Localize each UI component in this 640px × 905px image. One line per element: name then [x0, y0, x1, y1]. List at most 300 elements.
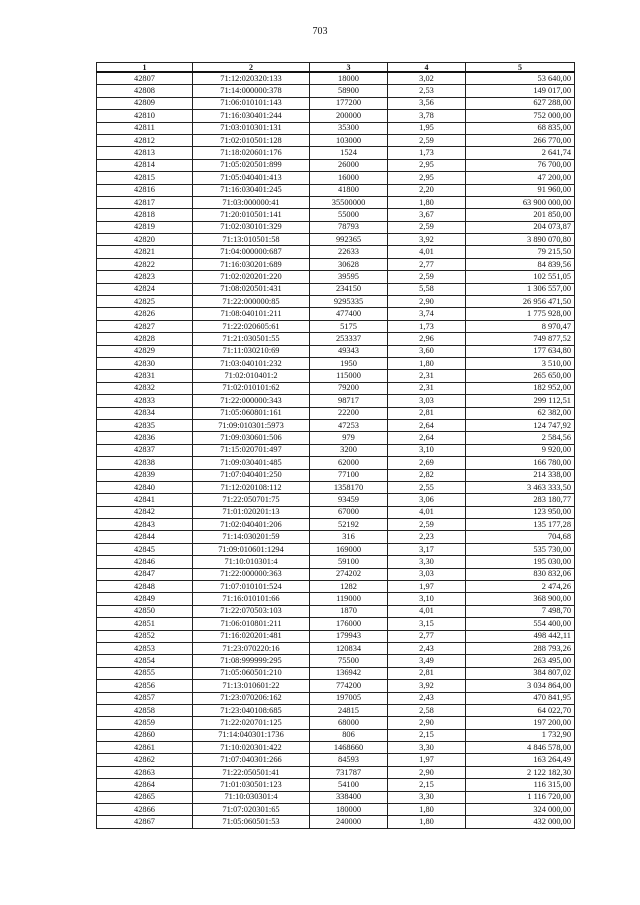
table-cell: 4 846 578,00: [466, 742, 575, 754]
table-cell: 176000: [310, 618, 388, 630]
table-row: [97, 642, 575, 654]
table-cell: 2,77: [388, 630, 466, 642]
table-cell: 9 920,00: [466, 444, 575, 456]
table-cell: 1468660: [310, 742, 388, 754]
table-cell: 71:13:010501:58: [193, 234, 310, 246]
table-cell: 4,01: [388, 246, 466, 258]
table-cell: 2,90: [388, 766, 466, 778]
table-cell: 1,80: [388, 816, 466, 828]
table-cell: 42850: [97, 605, 193, 617]
table-cell: 2,55: [388, 481, 466, 493]
table-row: [97, 345, 575, 357]
table-cell: 71:08:040101:211: [193, 308, 310, 320]
table-cell: 39595: [310, 271, 388, 283]
table-cell: 71:09:010601:1294: [193, 543, 310, 555]
table-cell: 3 890 070,80: [466, 234, 575, 246]
table-cell: 71:20:010501:141: [193, 209, 310, 221]
table-cell: 35500000: [310, 196, 388, 208]
table-cell: 42808: [97, 85, 193, 97]
table-cell: 149 017,00: [466, 85, 575, 97]
table-cell: 42812: [97, 134, 193, 146]
table-cell: 195 030,00: [466, 556, 575, 568]
table-cell: 53 640,00: [466, 72, 575, 85]
table-cell: 71:23:070220:16: [193, 642, 310, 654]
table-cell: 253337: [310, 333, 388, 345]
table-cell: 214 338,00: [466, 469, 575, 481]
table-cell: 93459: [310, 494, 388, 506]
table-cell: 42858: [97, 704, 193, 716]
table-cell: 71:01:020201:13: [193, 506, 310, 518]
table-row: [97, 184, 575, 196]
table-cell: 42814: [97, 159, 193, 171]
table-cell: 3,92: [388, 234, 466, 246]
table-row: [97, 506, 575, 518]
table-cell: 177 634,80: [466, 345, 575, 357]
table-cell: 704,68: [466, 531, 575, 543]
table-row: [97, 395, 575, 407]
table-row: [97, 432, 575, 444]
table-row: [97, 543, 575, 555]
table-row: [97, 97, 575, 109]
column-header-5: 5: [466, 63, 575, 73]
table-cell: 42840: [97, 481, 193, 493]
table-row: [97, 308, 575, 320]
table-cell: 42864: [97, 779, 193, 791]
table-cell: 2,59: [388, 221, 466, 233]
table-cell: 71:16:030201:689: [193, 258, 310, 270]
table-row: [97, 531, 575, 543]
table-cell: 71:22:050501:41: [193, 766, 310, 778]
table-row: [97, 122, 575, 134]
table-row: [97, 382, 575, 394]
table-cell: 24815: [310, 704, 388, 716]
table-cell: 1,97: [388, 581, 466, 593]
table-row: [97, 159, 575, 171]
table-cell: 234150: [310, 283, 388, 295]
table-row: [97, 754, 575, 766]
table-cell: 52192: [310, 519, 388, 531]
table-cell: 75500: [310, 655, 388, 667]
table-cell: 2,64: [388, 432, 466, 444]
table-cell: 78793: [310, 221, 388, 233]
table-cell: 42844: [97, 531, 193, 543]
table-cell: 54100: [310, 779, 388, 791]
table-cell: 2,31: [388, 382, 466, 394]
table-row: [97, 271, 575, 283]
table-cell: 1,73: [388, 147, 466, 159]
table-cell: 180000: [310, 804, 388, 816]
table-cell: 2,90: [388, 717, 466, 729]
table-cell: 71:12:020320:133: [193, 72, 310, 85]
table-cell: 71:10:020301:422: [193, 742, 310, 754]
table-cell: 71:22:020701:125: [193, 717, 310, 729]
table-cell: 5175: [310, 320, 388, 332]
table-cell: 42853: [97, 642, 193, 654]
table-cell: 42862: [97, 754, 193, 766]
table-cell: 124 747,92: [466, 419, 575, 431]
table-row: [97, 568, 575, 580]
table-cell: 2,82: [388, 469, 466, 481]
table-cell: 71:01:030501:123: [193, 779, 310, 791]
table-cell: 84 839,56: [466, 258, 575, 270]
table-cell: 71:22:000000:363: [193, 568, 310, 580]
table-row: [97, 370, 575, 382]
table-cell: 71:07:010101:524: [193, 581, 310, 593]
table-cell: 49343: [310, 345, 388, 357]
table-cell: 42835: [97, 419, 193, 431]
table-cell: 42860: [97, 729, 193, 741]
table-row: [97, 630, 575, 642]
table-cell: 77100: [310, 469, 388, 481]
table-cell: 2,20: [388, 184, 466, 196]
table-cell: 3 510,00: [466, 357, 575, 369]
table-row: [97, 221, 575, 233]
table-row: [97, 804, 575, 816]
table-cell: 1,80: [388, 196, 466, 208]
table-cell: 63 900 000,00: [466, 196, 575, 208]
table-cell: 3,60: [388, 345, 466, 357]
table-cell: 42856: [97, 680, 193, 692]
data-table: [96, 62, 575, 829]
table-cell: 71:09:030601:506: [193, 432, 310, 444]
table-cell: 71:10:030301:4: [193, 791, 310, 803]
table-row: [97, 494, 575, 506]
table-row: [97, 766, 575, 778]
table-row: [97, 296, 575, 308]
table-cell: 316: [310, 531, 388, 543]
table-cell: 3,30: [388, 742, 466, 754]
table-cell: 200000: [310, 110, 388, 122]
table-row: [97, 172, 575, 184]
table-cell: 71:23:040108:685: [193, 704, 310, 716]
table-cell: 42847: [97, 568, 193, 580]
table-cell: 3,30: [388, 556, 466, 568]
table-cell: 71:08:999999:295: [193, 655, 310, 667]
table-cell: 1,80: [388, 357, 466, 369]
table-cell: 3,06: [388, 494, 466, 506]
table-cell: 3,03: [388, 395, 466, 407]
table-cell: 71:10:010301:4: [193, 556, 310, 568]
table-cell: 3,49: [388, 655, 466, 667]
table-cell: 749 877,52: [466, 333, 575, 345]
table-cell: 26000: [310, 159, 388, 171]
table-cell: 123 950,00: [466, 506, 575, 518]
table-row: [97, 357, 575, 369]
table-cell: 752 000,00: [466, 110, 575, 122]
table-row: [97, 196, 575, 208]
table-cell: 55000: [310, 209, 388, 221]
table-row: [97, 134, 575, 146]
table-cell: 2,23: [388, 531, 466, 543]
table-cell: 197 200,00: [466, 717, 575, 729]
table-row: [97, 605, 575, 617]
table-cell: 338400: [310, 791, 388, 803]
page-number: 703: [312, 26, 328, 37]
table-cell: 2,95: [388, 159, 466, 171]
table-cell: 2,96: [388, 333, 466, 345]
table-row: [97, 729, 575, 741]
table-cell: 103000: [310, 134, 388, 146]
table-cell: 71:05:040401:413: [193, 172, 310, 184]
table-cell: 9295335: [310, 296, 388, 308]
table-cell: 115000: [310, 370, 388, 382]
table-cell: 71:03:010301:131: [193, 122, 310, 134]
table-cell: 42827: [97, 320, 193, 332]
table-cell: 71:02:030101:329: [193, 221, 310, 233]
table-cell: 535 730,00: [466, 543, 575, 555]
table-cell: 42855: [97, 667, 193, 679]
table-cell: 22633: [310, 246, 388, 258]
table-cell: 42838: [97, 457, 193, 469]
table-cell: 71:22:070503:103: [193, 605, 310, 617]
table-row: [97, 419, 575, 431]
table-cell: 42851: [97, 618, 193, 630]
table-cell: 42833: [97, 395, 193, 407]
table-cell: 42841: [97, 494, 193, 506]
table-cell: 163 264,49: [466, 754, 575, 766]
table-cell: 299 112,51: [466, 395, 575, 407]
table-row: [97, 283, 575, 295]
table-cell: 42859: [97, 717, 193, 729]
table-cell: 71:14:000000:378: [193, 85, 310, 97]
table-cell: 71:03:000000:41: [193, 196, 310, 208]
table-cell: 47 200,00: [466, 172, 575, 184]
table-cell: 177200: [310, 97, 388, 109]
table-cell: 1,73: [388, 320, 466, 332]
table-cell: 42821: [97, 246, 193, 258]
table-cell: 62000: [310, 457, 388, 469]
table-cell: 992365: [310, 234, 388, 246]
table-row: [97, 72, 575, 85]
table-cell: 7 498,70: [466, 605, 575, 617]
table-cell: 42839: [97, 469, 193, 481]
table-row: [97, 85, 575, 97]
table-cell: 42857: [97, 692, 193, 704]
table-row: [97, 667, 575, 679]
table-cell: 42818: [97, 209, 193, 221]
table-cell: 384 807,02: [466, 667, 575, 679]
table-cell: 2,31: [388, 370, 466, 382]
table-cell: 91 960,00: [466, 184, 575, 196]
table-cell: 42817: [97, 196, 193, 208]
column-header-2: 2: [193, 63, 310, 73]
table-cell: 71:13:010601:22: [193, 680, 310, 692]
table-cell: 1524: [310, 147, 388, 159]
table-cell: 47253: [310, 419, 388, 431]
table-cell: 4,01: [388, 506, 466, 518]
table-cell: 71:18:020601:176: [193, 147, 310, 159]
table-row: [97, 791, 575, 803]
table-cell: 71:05:060501:53: [193, 816, 310, 828]
table-cell: 71:05:020501:899: [193, 159, 310, 171]
header-row: [97, 63, 575, 73]
table-cell: 67000: [310, 506, 388, 518]
table-cell: 71:02:020201:220: [193, 271, 310, 283]
table-row: [97, 209, 575, 221]
table-cell: 42832: [97, 382, 193, 394]
table-cell: 2,59: [388, 519, 466, 531]
table-cell: 68000: [310, 717, 388, 729]
table-cell: 71:16:020201:481: [193, 630, 310, 642]
table-cell: 41800: [310, 184, 388, 196]
table-row: [97, 581, 575, 593]
table-cell: 62 382,00: [466, 407, 575, 419]
table-cell: 116 315,00: [466, 779, 575, 791]
table-cell: 42822: [97, 258, 193, 270]
table-cell: 2,77: [388, 258, 466, 270]
table-cell: 179943: [310, 630, 388, 642]
table-cell: 806: [310, 729, 388, 741]
table-cell: 42824: [97, 283, 193, 295]
table-cell: 432 000,00: [466, 816, 575, 828]
table-cell: 119000: [310, 593, 388, 605]
table-cell: 22200: [310, 407, 388, 419]
table-cell: 71:07:040301:266: [193, 754, 310, 766]
table-cell: 71:06:010101:143: [193, 97, 310, 109]
table-cell: 26 956 471,50: [466, 296, 575, 308]
table-cell: 42848: [97, 581, 193, 593]
column-header-1: 1: [97, 63, 193, 73]
table-row: [97, 717, 575, 729]
table-cell: 2,15: [388, 779, 466, 791]
table-cell: 731787: [310, 766, 388, 778]
table-cell: 68 835,00: [466, 122, 575, 134]
table-cell: 42826: [97, 308, 193, 320]
table-cell: 2,43: [388, 692, 466, 704]
table-cell: 71:16:030401:245: [193, 184, 310, 196]
table-cell: 1 116 720,00: [466, 791, 575, 803]
table-cell: 182 952,00: [466, 382, 575, 394]
table-cell: 3,30: [388, 791, 466, 803]
table-cell: 71:02:040401:206: [193, 519, 310, 531]
table-cell: 470 841,95: [466, 692, 575, 704]
table-cell: 368 900,00: [466, 593, 575, 605]
table-cell: 1,97: [388, 754, 466, 766]
table-cell: 42863: [97, 766, 193, 778]
table-cell: 64 022,70: [466, 704, 575, 716]
table-cell: 42843: [97, 519, 193, 531]
table-cell: 71:16:010101:66: [193, 593, 310, 605]
table-cell: 71:22:000000:85: [193, 296, 310, 308]
table-cell: 30628: [310, 258, 388, 270]
table-cell: 4,01: [388, 605, 466, 617]
table-cell: 1358170: [310, 481, 388, 493]
table-cell: 2,95: [388, 172, 466, 184]
table-cell: 166 780,00: [466, 457, 575, 469]
table-cell: 71:05:060801:161: [193, 407, 310, 419]
table-cell: 71:02:010501:128: [193, 134, 310, 146]
table-cell: 71:23:070206:162: [193, 692, 310, 704]
table-cell: 2,43: [388, 642, 466, 654]
table-cell: 42846: [97, 556, 193, 568]
table-cell: 3,02: [388, 72, 466, 85]
table-row: [97, 110, 575, 122]
table-cell: 204 073,87: [466, 221, 575, 233]
table-cell: 71:08:020501:431: [193, 283, 310, 295]
table-row: [97, 519, 575, 531]
table-cell: 42842: [97, 506, 193, 518]
table-cell: 84593: [310, 754, 388, 766]
table-cell: 324 000,00: [466, 804, 575, 816]
table-cell: 3,15: [388, 618, 466, 630]
table-row: [97, 469, 575, 481]
column-header-4: 4: [388, 63, 466, 73]
table-cell: 3,56: [388, 97, 466, 109]
table-cell: 35300: [310, 122, 388, 134]
table-cell: 102 551,05: [466, 271, 575, 283]
table-cell: 42866: [97, 804, 193, 816]
table-cell: 71:07:020301:65: [193, 804, 310, 816]
table-cell: 627 288,00: [466, 97, 575, 109]
table-cell: 2 474,26: [466, 581, 575, 593]
table-cell: 42830: [97, 357, 193, 369]
table-cell: 42854: [97, 655, 193, 667]
table-cell: 79200: [310, 382, 388, 394]
table-cell: 283 180,77: [466, 494, 575, 506]
table-row: [97, 779, 575, 791]
table-cell: 288 793,26: [466, 642, 575, 654]
table-cell: 774200: [310, 680, 388, 692]
table-cell: 2 641,74: [466, 147, 575, 159]
table-cell: 3,92: [388, 680, 466, 692]
table-cell: 979: [310, 432, 388, 444]
table-cell: 1 732,90: [466, 729, 575, 741]
table-cell: 71:16:030401:244: [193, 110, 310, 122]
table-cell: 42845: [97, 543, 193, 555]
table-cell: 3,10: [388, 444, 466, 456]
table-cell: 2,59: [388, 134, 466, 146]
table-cell: 2,64: [388, 419, 466, 431]
table-row: [97, 593, 575, 605]
table-cell: 3,17: [388, 543, 466, 555]
table-cell: 1 306 557,00: [466, 283, 575, 295]
table-cell: 71:22:020605:61: [193, 320, 310, 332]
table-row: [97, 147, 575, 159]
table-body: [97, 72, 575, 828]
table-cell: 42820: [97, 234, 193, 246]
table-row: [97, 680, 575, 692]
table-cell: 42865: [97, 791, 193, 803]
table-cell: 76 700,00: [466, 159, 575, 171]
table-cell: 71:07:040401:250: [193, 469, 310, 481]
table-row: [97, 742, 575, 754]
table-cell: 42825: [97, 296, 193, 308]
table-cell: 71:14:040301:1736: [193, 729, 310, 741]
table-cell: 71:05:060501:210: [193, 667, 310, 679]
table-cell: 3,74: [388, 308, 466, 320]
table-row: [97, 816, 575, 828]
table-row: [97, 407, 575, 419]
table-cell: 42815: [97, 172, 193, 184]
table-cell: 42811: [97, 122, 193, 134]
table-cell: 18000: [310, 72, 388, 85]
table-row: [97, 234, 575, 246]
table-row: [97, 704, 575, 716]
table-cell: 42813: [97, 147, 193, 159]
table-cell: 830 832,06: [466, 568, 575, 580]
table-cell: 3,10: [388, 593, 466, 605]
table-row: [97, 481, 575, 493]
table-cell: 42809: [97, 97, 193, 109]
table-cell: 71:22:050701:75: [193, 494, 310, 506]
table-cell: 42816: [97, 184, 193, 196]
table-cell: 169000: [310, 543, 388, 555]
table-cell: 71:15:020701:497: [193, 444, 310, 456]
table-row: [97, 333, 575, 345]
table-cell: 197005: [310, 692, 388, 704]
table-cell: 477400: [310, 308, 388, 320]
table-row: [97, 692, 575, 704]
